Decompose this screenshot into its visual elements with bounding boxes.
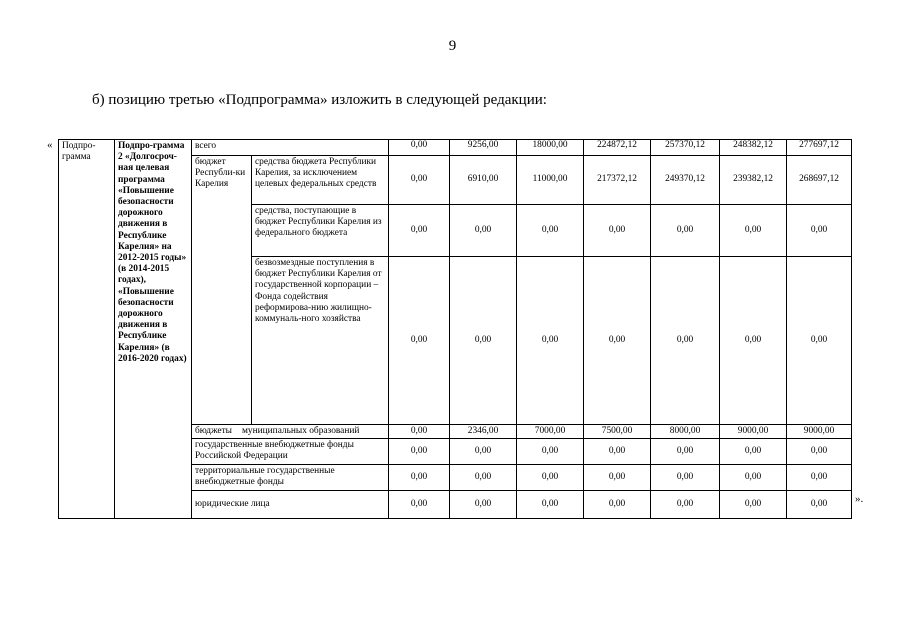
value-cell: 0,00 [389,465,450,491]
value-cell: 0,00 [517,465,584,491]
value-cell: 0,00 [720,439,787,465]
value-cell: 0,00 [787,439,852,465]
row-label: территориальные государственные внебюджетные фонды [192,465,389,491]
value-cell: 0,00 [389,439,450,465]
row-label: всего [192,140,389,156]
value-cell: 7500,00 [584,425,651,439]
row-label: безвозмездные поступления в бюджет Республики Карелия от государственной корпорации – Фонда содействия реформирова-нию жилищно-коммуналь-ного хозяйства [252,257,389,425]
value-cell: 249370,12 [651,156,720,205]
value-cell: 0,00 [720,257,787,425]
value-cell: 0,00 [787,465,852,491]
value-cell: 0,00 [584,439,651,465]
value-cell: 0,00 [517,205,584,257]
subprogram-cell: Подпро-грамма 2 «Долгосроч-ная целевая программа «Повышение безопасности дорожного движения в Республике Карелия» на 2012-2015 годы» (в 2014-2015 годах), «Повышение безопасности дорожного движения в Республике Карелия» (в 2016-2020 годах) [115,140,192,519]
value-cell: 0,00 [651,205,720,257]
value-cell: 0,00 [389,205,450,257]
row-label: бюджеты муниципальных образований [192,425,389,439]
value-cell: 0,00 [720,465,787,491]
value-cell: 0,00 [450,257,517,425]
value-cell: 6910,00 [450,156,517,205]
group-label: бюджет Республи-ки Карелия [192,156,252,425]
value-cell: 0,00 [450,491,517,519]
section-cell: Подпро-грамма [59,140,115,519]
value-cell: 0,00 [787,491,852,519]
row-label: юридические лица [192,491,389,519]
value-cell: 0,00 [584,465,651,491]
value-cell: 0,00 [584,491,651,519]
value-cell: 0,00 [517,491,584,519]
value-cell: 2346,00 [450,425,517,439]
value-cell: 0,00 [651,257,720,425]
program-table [58,139,852,519]
value-cell: 248382,12 [720,140,787,156]
value-cell: 0,00 [450,465,517,491]
quote-close: ». [855,493,864,505]
value-cell: 11000,00 [517,156,584,205]
value-cell: 224872,12 [584,140,651,156]
value-cell: 0,00 [450,439,517,465]
value-cell: 239382,12 [720,156,787,205]
value-cell: 0,00 [450,205,517,257]
value-cell: 8000,00 [651,425,720,439]
value-cell: 0,00 [517,439,584,465]
value-cell: 7000,00 [517,425,584,439]
page-number: 9 [448,38,457,54]
value-cell: 0,00 [389,156,450,205]
value-cell: 9256,00 [450,140,517,156]
value-cell: 0,00 [389,491,450,519]
value-cell: 0,00 [787,257,852,425]
intro-text: б) позицию третью «Подпрограмма» изложить в следующей редакции: [92,92,547,108]
value-cell: 9000,00 [720,425,787,439]
value-cell: 0,00 [720,491,787,519]
value-cell: 257370,12 [651,140,720,156]
value-cell: 0,00 [389,257,450,425]
row-label: средства, поступающие в бюджет Республики Карелия из федерального бюджета [252,205,389,257]
value-cell: 0,00 [584,205,651,257]
value-cell: 0,00 [787,205,852,257]
value-cell: 268697,12 [787,156,852,205]
value-cell: 9000,00 [787,425,852,439]
value-cell: 0,00 [389,140,450,156]
value-cell: 0,00 [389,425,450,439]
value-cell: 0,00 [651,439,720,465]
value-cell: 0,00 [720,205,787,257]
row-label: государственные внебюджетные фонды Российской Федерации [192,439,389,465]
value-cell: 217372,12 [584,156,651,205]
value-cell: 0,00 [517,257,584,425]
value-cell: 0,00 [651,465,720,491]
value-cell: 0,00 [584,257,651,425]
value-cell: 0,00 [651,491,720,519]
value-cell: 18000,00 [517,140,584,156]
value-cell: 277697,12 [787,140,852,156]
row-label: средства бюджета Республики Карелия, за исключением целевых федеральных средств [252,156,389,205]
quote-open: « [47,139,53,151]
